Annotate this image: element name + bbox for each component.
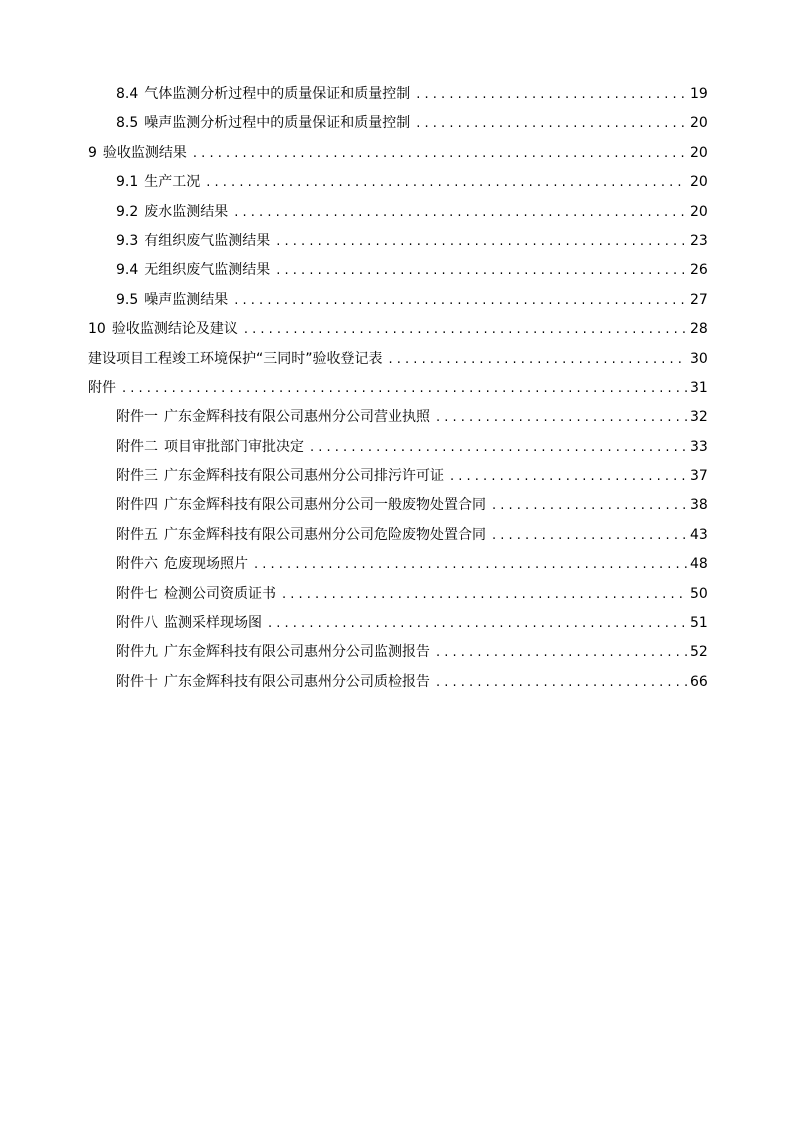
toc-entry-page: 20 <box>690 115 708 132</box>
toc-entry-page: 20 <box>690 144 708 161</box>
toc-entry-page: 50 <box>690 585 708 602</box>
toc-entry-number: 9.5 <box>116 291 139 308</box>
toc-entry-title: 废水监测结果 <box>144 203 229 220</box>
toc-entry-page: 26 <box>690 262 708 279</box>
toc-entry-page: 43 <box>690 526 708 543</box>
toc-entry-title: 有组织废气监测结果 <box>144 232 271 249</box>
toc-entry-number: 9.3 <box>116 232 139 249</box>
toc-entry-page: 51 <box>690 615 708 632</box>
toc-entry-page: 52 <box>690 644 708 661</box>
toc-leader-dots <box>276 227 687 256</box>
toc-leader-dots <box>276 256 687 285</box>
toc-entry-number: 附件一 <box>116 409 158 426</box>
toc-leader-dots <box>206 168 687 197</box>
toc-entry-number: 附件七 <box>116 585 158 602</box>
toc-entry-number: 9.2 <box>116 203 139 220</box>
toc-entry-9-1[interactable] <box>0 168 794 197</box>
toc-entry-attachment-2[interactable] <box>0 433 794 462</box>
toc-entry-number: 10 <box>88 321 106 338</box>
toc-entry-title: 项目审批部门审批决定 <box>164 438 304 455</box>
table-of-contents <box>0 80 794 697</box>
toc-entry-title: 气体监测分析过程中的质量保证和质量控制 <box>144 86 411 102</box>
toc-leader-dots <box>268 609 687 638</box>
toc-entry-page: 19 <box>690 86 708 102</box>
toc-entry-page: 32 <box>690 409 708 426</box>
toc-leader-dots <box>492 521 687 550</box>
toc-entry-page: 33 <box>690 438 708 455</box>
toc-entry-attachments[interactable] <box>0 374 794 403</box>
toc-entry-title: 危废现场照片 <box>164 556 248 573</box>
toc-entry-number: 附件十 <box>116 673 158 690</box>
toc-leader-dots <box>416 109 687 138</box>
toc-entry-page: 30 <box>690 350 708 367</box>
toc-entry-title: 验收监测结果 <box>102 144 187 161</box>
toc-entry-page: 48 <box>690 556 708 573</box>
toc-entry-title: 广东金辉科技有限公司惠州分公司质检报告 <box>164 673 430 690</box>
toc-entry-number: 附件三 <box>116 468 158 485</box>
toc-entry-8-5[interactable] <box>0 109 794 138</box>
toc-entry-title: 验收监测结论及建议 <box>111 321 238 338</box>
toc-entry-9-2[interactable] <box>0 198 794 227</box>
toc-entry-10[interactable] <box>0 315 794 344</box>
toc-entry-title: 检测公司资质证书 <box>164 585 276 602</box>
toc-entry-page: 20 <box>690 174 708 191</box>
toc-entry-title: 监测采样现场图 <box>164 615 262 632</box>
toc-entry-number: 附件二 <box>116 438 158 455</box>
toc-entry-number: 9.1 <box>116 174 139 191</box>
toc-leader-dots <box>244 315 687 344</box>
toc-leader-dots <box>310 433 687 462</box>
toc-entry-attachment-9[interactable] <box>0 638 794 667</box>
toc-leader-dots <box>234 198 687 227</box>
toc-entry-page: 27 <box>690 291 708 308</box>
toc-entry-9-4[interactable] <box>0 256 794 285</box>
toc-entry-number: 9.4 <box>116 262 139 279</box>
toc-entry-title: 广东金辉科技有限公司惠州分公司监测报告 <box>164 644 430 661</box>
toc-entry-attachment-4[interactable] <box>0 491 794 520</box>
toc-entry-page: 37 <box>690 468 708 485</box>
toc-entry-title: 广东金辉科技有限公司惠州分公司排污许可证 <box>164 468 444 485</box>
toc-entry-page: 38 <box>690 497 708 514</box>
toc-leader-dots <box>389 345 687 374</box>
toc-leader-dots <box>282 580 687 609</box>
toc-leader-dots <box>234 286 687 315</box>
toc-entry-title: 附件 <box>88 379 116 396</box>
toc-leader-dots <box>193 139 687 168</box>
toc-entry-page: 20 <box>690 203 708 220</box>
toc-entry-attachment-1[interactable] <box>0 403 794 432</box>
toc-leader-dots <box>122 374 687 403</box>
toc-entry-title: 噪声监测结果 <box>144 291 229 308</box>
toc-entry-title: 广东金辉科技有限公司惠州分公司营业执照 <box>164 409 430 426</box>
toc-entry-page: 31 <box>690 379 708 396</box>
toc-entry-number: 附件五 <box>116 526 158 543</box>
toc-entry-number: 附件八 <box>116 615 158 632</box>
toc-entry-title: 建设项目工程竣工环境保护“三同时”验收登记表 <box>88 350 383 367</box>
toc-entry-registration-form[interactable] <box>0 345 794 374</box>
toc-entry-attachment-3[interactable] <box>0 462 794 491</box>
toc-leader-dots <box>492 491 687 520</box>
toc-entry-number: 附件六 <box>116 556 158 573</box>
toc-entry-title: 无组织废气监测结果 <box>144 262 271 279</box>
toc-entry-9-5[interactable] <box>0 286 794 315</box>
toc-entry-title: 广东金辉科技有限公司惠州分公司危险废物处置合同 <box>164 526 486 543</box>
toc-entry-number: 8.5 <box>116 115 139 132</box>
toc-entry-number: 附件四 <box>116 497 158 514</box>
toc-entry-title: 噪声监测分析过程中的质量保证和质量控制 <box>144 115 411 132</box>
toc-leader-dots <box>450 462 687 491</box>
toc-entry-page: 23 <box>690 232 708 249</box>
toc-entry-page: 66 <box>690 673 708 690</box>
toc-entry-title: 广东金辉科技有限公司惠州分公司一般废物处置合同 <box>164 497 486 514</box>
toc-leader-dots <box>436 403 687 432</box>
toc-entry-attachment-5[interactable] <box>0 521 794 550</box>
toc-entry-9[interactable] <box>0 139 794 168</box>
toc-entry-9-3[interactable] <box>0 227 794 256</box>
toc-entry-attachment-6[interactable] <box>0 550 794 579</box>
toc-leader-dots <box>416 80 687 109</box>
toc-entry-number: 附件九 <box>116 644 158 661</box>
toc-entry-attachment-8[interactable] <box>0 609 794 638</box>
toc-leader-dots <box>254 550 687 579</box>
toc-entry-attachment-10[interactable] <box>0 668 794 697</box>
toc-entry-8-4[interactable] <box>0 80 794 109</box>
toc-entry-attachment-7[interactable] <box>0 580 794 609</box>
toc-entry-number: 8.4 <box>116 86 139 102</box>
toc-entry-number: 9 <box>88 144 97 161</box>
toc-entry-page: 28 <box>690 321 708 338</box>
toc-entry-title: 生产工况 <box>144 174 201 191</box>
toc-leader-dots <box>436 638 687 667</box>
toc-leader-dots <box>436 668 687 697</box>
